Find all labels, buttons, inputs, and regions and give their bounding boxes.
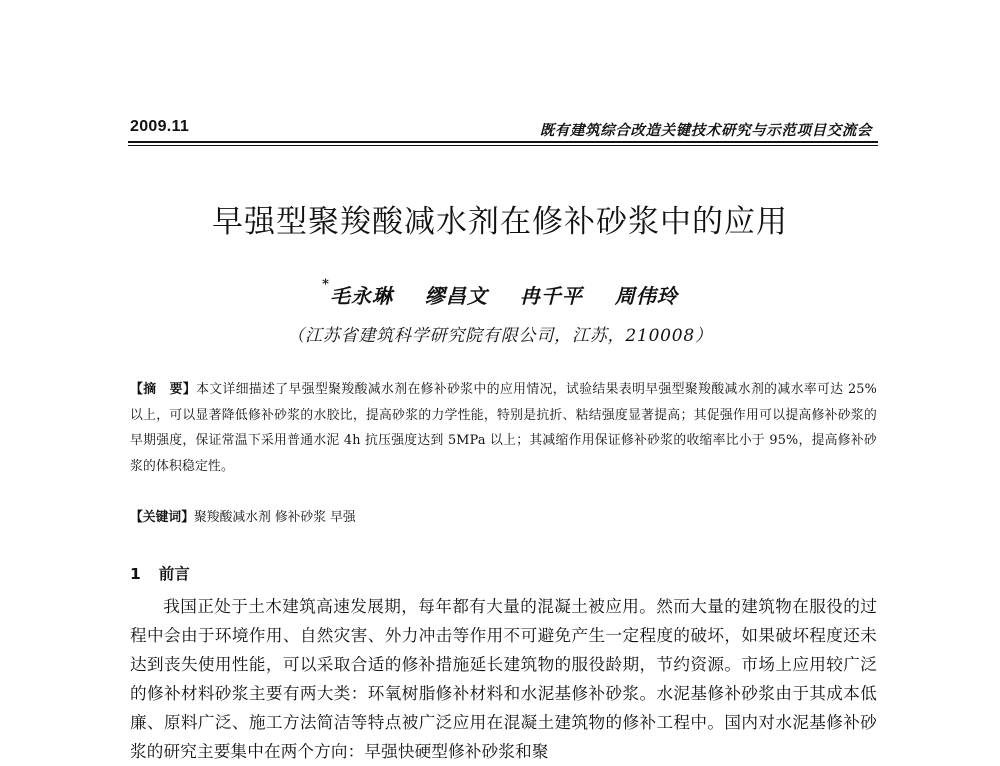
- author-4: 周伟玲: [614, 284, 678, 308]
- section-number: 1: [130, 565, 141, 583]
- body-paragraph: 我国正处于土木建筑高速发展期，每年都有大量的混凝土被应用。然而大量的建筑物在服役的过程中会由于环境作用、自然灾害、外力冲击等作用不可避免产生一定程度的破坏，如果破坏程度还未达到丧失使用性能，可以采取合适的修补措施延长建筑物的服役龄期，节约资源。市场上应用较广泛的修补材料砂浆主要有两大类：环氧树脂修补材料和水泥基修补砂浆。水泥基修补砂浆由于其成本低廉、原料广泛、施工方法简洁等特点被广泛应用在混凝土建筑物的修补工程中。国内对水泥基修补砂浆的研究主要集中在两个方向：早强快硬型修补砂浆和聚: [130, 597, 877, 761]
- header-conference: 既有建筑综合改造关键技术研究与示范项目交流会: [539, 122, 872, 139]
- keywords: [130, 505, 877, 530]
- affiliation: （江苏省建筑科学研究院有限公司，江苏，210008）: [287, 326, 713, 346]
- abstract-label: 【摘 要】: [130, 382, 197, 397]
- abstract-text: 本文详细描述了早强型聚羧酸减水剂在修补砂浆中的应用情况，试验结果表明早强型聚羧酸减水剂的减水率可达 25%以上，可以显著降低修补砂浆的水胶比，提高砂浆的力学性能，特别是抗折、粘结强度显著提高；其促强作用可以提高修补砂浆的早期强度，保证常温下采用普通水泥 4h 抗压强度达到 5MPa 以上；其减缩作用保证修补砂浆的收缩率比小于 95%，提高修补砂浆的体积稳定性。: [130, 382, 877, 474]
- header-divider-thin: [128, 145, 878, 146]
- author-2: 缪昌文: [424, 284, 488, 308]
- author-name: 毛永琳: [329, 284, 393, 308]
- corresponding-mark: *: [322, 277, 330, 292]
- section-heading: [130, 562, 190, 584]
- abstract: [130, 377, 877, 479]
- author-list: [0, 277, 1000, 309]
- author-1: [322, 277, 393, 308]
- paper-title: 早强型聚羧酸减水剂在修补砂浆中的应用: [212, 204, 788, 240]
- header-date: 2009.11: [130, 118, 190, 135]
- author-3: 冉千平: [519, 284, 583, 308]
- running-header: [128, 118, 878, 140]
- keywords-label: 【关键词】: [130, 510, 194, 525]
- section-title: 前言: [158, 565, 190, 583]
- keywords-text: 聚羧酸减水剂 修补砂浆 早强: [193, 510, 356, 525]
- header-divider: [128, 141, 878, 143]
